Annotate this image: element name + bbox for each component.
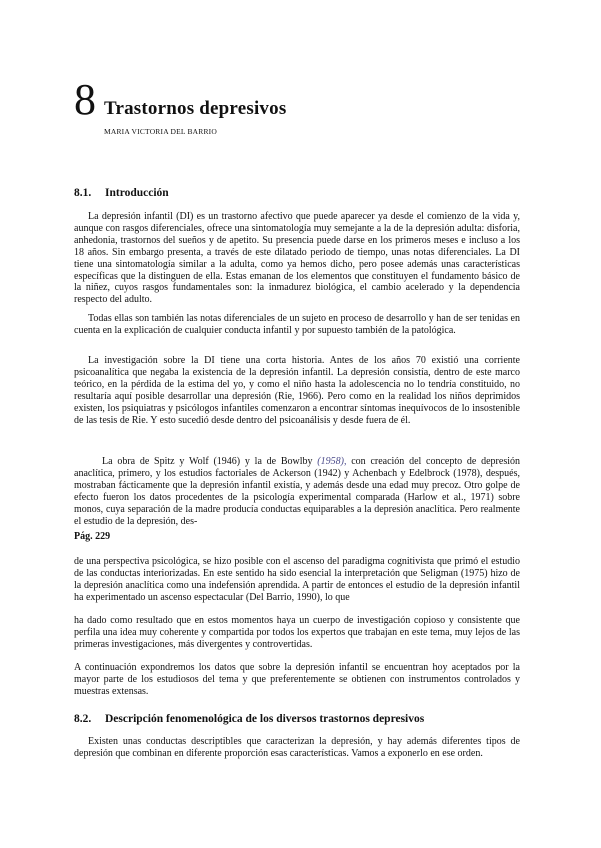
section-title: Introducción xyxy=(105,187,169,199)
section-heading-descripcion xyxy=(74,713,424,725)
section-heading-introduccion xyxy=(74,187,169,199)
chapter-number: 8 xyxy=(74,75,96,124)
paragraph: de una perspectiva psicológica, se hizo posible con el ascenso del paradigma cognitivista que primó el estudio de las conductas interiorizadas. En este sentido ha sido esencial la interpretación que Seligman (1975) hizo de la depresión anaclítica como una indefensión aprendida. A partir de entonces el estudio de la depresión infantil ha experimentado un ascenso espectacular (Del Barrio, 1990), lo que xyxy=(74,556,520,603)
paragraph: ha dado como resultado que en estos momentos haya un cuerpo de investigación copioso y consistente que perfila una idea muy coherente y compartida por todos los expertos que trabajan en este tema, muy lejos de las primeras investigaciones, más divergentes y controvertidas. xyxy=(74,615,520,650)
paragraph: A continuación expondremos los datos que sobre la depresión infantil se encuentran hoy aceptados por la mayor parte de los estudiosos del tema y que preferentemente se obtienen con instrumentos controlados y muestras extensas. xyxy=(74,662,520,697)
paragraph: Todas ellas son también las notas diferenciales de un sujeto en proceso de desarrollo y han de ser tenidas en cuenta en la explicación de cualquier conducta infantil y por supuesto también de la patológica. xyxy=(74,313,520,336)
paragraph: La depresión infantil (DI) es un trastorno afectivo que puede aparecer ya desde el comienzo de la vida y, aunque con rasgos diferenciales, ofrece una sintomatología muy semejante a la de la depresión adulta: disforia, anhedonia, trastornos del sueños y de apetito. Su presencia puede darse en los primeros meses e incluso a los 18 años. Sin embargo presenta, a través de este dilatado periodo de tiempo, unas notas diferenciales. La DI tiene una sintomatología similar a la adulta, como ya hemos dicho, pero posee además unas características específicas que la distinguen de ella. Estas emanan de los elementos que constituyen el fundamento básico de la niñez, cuyos rasgos fundamentales son: la inmadurez biológica, el cambio acelerado y la dependencia respecto del adulto. xyxy=(74,211,520,306)
paragraph xyxy=(74,456,520,527)
chapter-title: Trastornos depresivos xyxy=(104,98,287,119)
paragraph-text: con creación del concepto de depresión anaclítica, primero, y los estudios factoriales de Ackerson (1942) y Achenbach y Edelbrock (1978), después, mostraban fácticamente que la depresión infantil existía, y además desde una edad muy precoz. Otro golpe de efecto fueron los datos procedentes de la psicología experimental comparada (Harlow et al., 1971) sobre monos, cuya separación de la madre producía conductas equiparables a la depresión anaclítica. Pero realmente el estudio de la depresión, des- xyxy=(74,456,520,527)
paragraph: Existen unas conductas descriptibles que caracterizan la depresión, y hay además diferentes tipos de depresión que combinan en diferente proporción esas características. Vamos a exponerlo en ese orden. xyxy=(74,736,520,759)
section-number: 8.2. xyxy=(74,713,92,725)
paragraph: La investigación sobre la DI tiene una corta historia. Antes de los años 70 existió una corriente psicoanalítica que negaba la existencia de la depresión infantil. La depresión consistía, dentro de este marco teórico, en la pérdida de la estima del yo, y como el niño hasta la adolescencia no lo tendría constituido, no resultaría aquí posible desarrollar una depresión (Rie, 1966). Pero como en la realidad los niños deprimidos existen, los psiquiatras y psicólogos infantiles comenzaron a encontrar síntomas inequívocos de lo insostenible de las tesis de Rie. Y esto sucedió desde dentro del psicoanálisis y desde fuera de él. xyxy=(74,355,520,426)
section-title: Descripción fenomenológica de los diversos trastornos depresivos xyxy=(105,713,425,725)
paragraph-text: La obra de Spitz y Wolf (1946) y la de Bowlby xyxy=(102,456,318,467)
page-number-marker: Pág. 229 xyxy=(74,531,111,542)
section-number: 8.1. xyxy=(74,187,92,199)
chapter-author: MARIA VICTORIA DEL BARRIO xyxy=(104,127,217,136)
inline-citation: (1958), xyxy=(317,456,347,467)
